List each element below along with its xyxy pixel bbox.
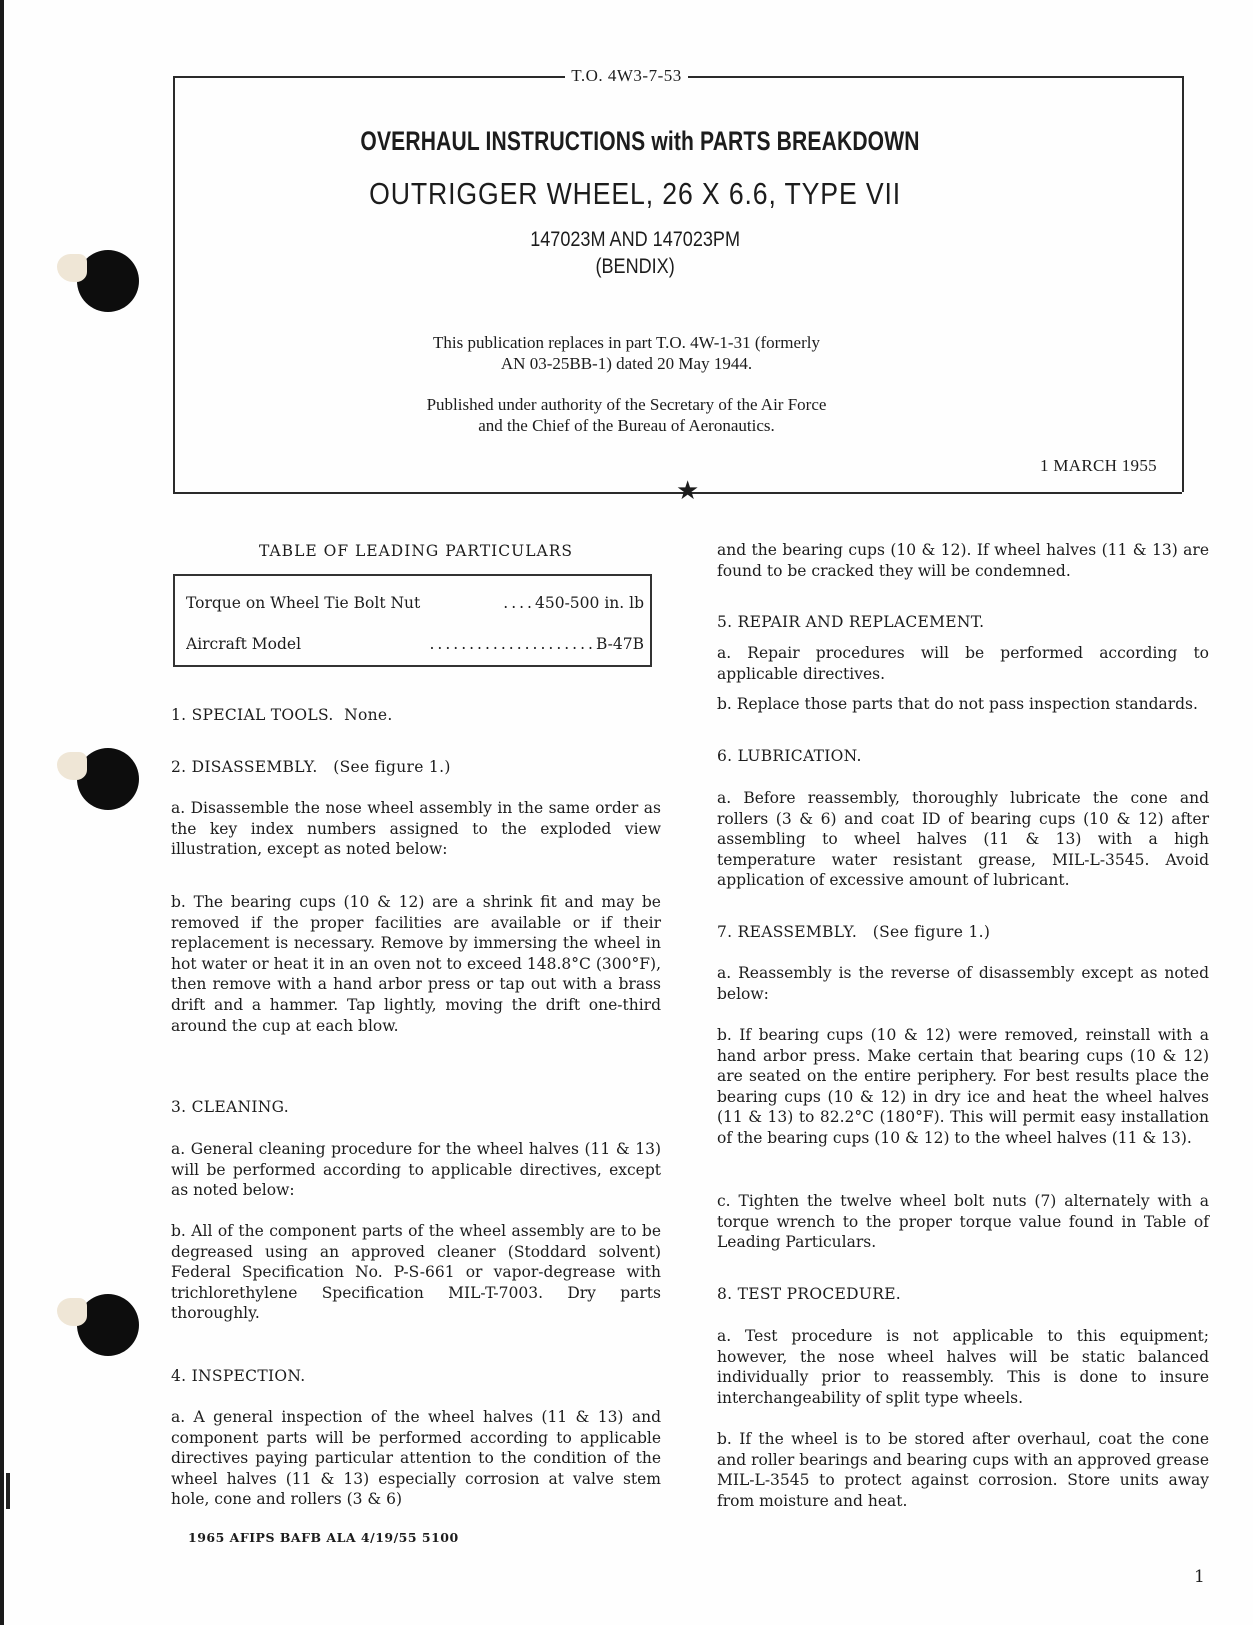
print-code: 1965 AFIPS BAFB ALA 4/19/55 5100	[188, 1530, 459, 1545]
figure-reference: (See figure 1.)	[333, 758, 451, 776]
section-5-heading: 5. REPAIR AND REPLACEMENT.	[717, 613, 985, 631]
page-number: 1	[1194, 1567, 1205, 1587]
equipment-title: OUTRIGGER WHEEL, 26 X 6.6, TYPE VII	[369, 176, 902, 211]
section-6-heading: 6. LUBRICATION.	[717, 747, 862, 765]
table-row	[186, 634, 644, 655]
leading-particulars-table	[173, 574, 652, 667]
leader-dots: ....	[503, 594, 535, 612]
publication-date: 1 MARCH 1955	[1040, 456, 1157, 475]
paragraph-7b: b. If bearing cups (10 & 12) were removed, reinstall with a hand arbor press. Make certain that bearing cups (10 & 12) are seated on the entire periphery. For best results place the bearing cups (10 & 12) in dry ice and heat the wheel halves (11 & 13) to 82.2°C (180°F). This will permit easy installation of the bearing cups (10 & 12) to the wheel halves (11 & 13).	[717, 1026, 1209, 1147]
section-heading-note: None.	[344, 706, 393, 724]
technical-order-number: T.O. 4W3-7-53	[0, 66, 1253, 86]
section-1-heading	[171, 705, 661, 726]
supersession-note-line: This publication replaces in part T.O. 4W-1-31 (formerly	[433, 333, 820, 352]
section-heading-text: 7. REASSEMBLY.	[717, 923, 858, 941]
part-numbers: 147023M AND 147023PM	[530, 228, 741, 251]
section-2-heading	[171, 757, 661, 778]
particular-label: Aircraft Model	[186, 635, 302, 653]
manufacturer: (BENDIX)	[595, 255, 675, 278]
paragraph-4a-continued: and the bearing cups (10 & 12). If wheel halves (11 & 13) are found to be cracked they will be condemned.	[717, 541, 1209, 580]
particular-value: B-47B	[595, 635, 644, 653]
supersession-note	[0, 332, 1253, 374]
particular-value: 450-500 in. lb	[534, 594, 644, 612]
section-4-heading: 4. INSPECTION.	[171, 1367, 306, 1385]
paragraph-4a: a. A general inspection of the wheel halves (11 & 13) and component parts will be performed according to applicable directives paying particular attention to the condition of the wheel halves (11 & 13) especially corrosion at valve stem hole, cone and rollers (3 & 6)	[171, 1408, 661, 1509]
section-7-heading	[717, 922, 1209, 943]
paragraph-8b: b. If the wheel is to be stored after overhaul, coat the cone and roller bearings and bearing cups with an approved grease MIL-L-3545 to protect against corrosion. Store units away from moisture and heat.	[717, 1430, 1209, 1510]
section-heading-text: 2. DISASSEMBLY.	[171, 758, 318, 776]
paragraph-5a: a. Repair procedures will be performed according to applicable directives.	[717, 644, 1209, 683]
figure-reference: (See figure 1.)	[872, 923, 991, 941]
authority-note-line: Published under authority of the Secretary of the Air Force	[426, 395, 827, 414]
section-8-heading: 8. TEST PROCEDURE.	[717, 1285, 902, 1303]
paragraph-2a: a. Disassemble the nose wheel assembly in the same order as the key index numbers assigned to the exploded view illustration, except as noted below:	[171, 799, 661, 859]
paragraph-3b: b. All of the component parts of the wheel assembly are to be degreased using an approved cleaner (Stoddard solvent) Federal Specification No. P-S-661 or vapor-degrease with trichlorethylene Specification MIL-T-7003. Dry parts thoroughly.	[171, 1222, 661, 1323]
paragraph-7c: c. Tighten the twelve wheel bolt nuts (7) alternately with a torque wrench to the proper torque value found in Table of Leading Particulars.	[717, 1192, 1209, 1252]
paragraph-6a: a. Before reassembly, thoroughly lubricate the cone and rollers (3 & 6) and coat ID of bearing cups (10 & 12) after assembling to wheel halves (11 & 13) with a high temperature water resistant grease, MIL-L-3545. Avoid application of excessive amount of lubricant.	[717, 789, 1209, 890]
particular-label: Torque on Wheel Tie Bolt Nut	[186, 594, 421, 612]
leader-dots: .....................	[429, 635, 596, 653]
authority-note-line: and the Chief of the Bureau of Aeronautics.	[478, 416, 775, 435]
scan-edge-mark	[6, 1473, 10, 1509]
document-title: OVERHAUL INSTRUCTIONS with PARTS BREAKDOWN	[360, 126, 920, 156]
binder-hole-bottom	[77, 1294, 139, 1356]
leading-particulars-title: TABLE OF LEADING PARTICULARS	[259, 542, 573, 560]
section-heading-text: 1. SPECIAL TOOLS.	[171, 706, 334, 724]
table-row	[186, 593, 644, 614]
binder-hole-middle	[77, 748, 139, 810]
paragraph-5b: b. Replace those parts that do not pass inspection standards.	[717, 695, 1198, 713]
paragraph-7a: a. Reassembly is the reverse of disassembly except as noted below:	[717, 964, 1209, 1003]
paragraph-2b: b. The bearing cups (10 & 12) are a shrink fit and may be removed if the proper facilities are available or if their replacement is necessary. Remove by immersing the wheel in hot water or heat it in an oven not to exceed 148.8°C (300°F), then remove with a hand arbor press or tap out with a brass drift and a hammer. Tap lightly, moving the drift one-third around the cup at each blow.	[171, 893, 661, 1035]
supersession-note-line: AN 03-25BB-1) dated 20 May 1944.	[500, 354, 753, 373]
star-icon: ★	[676, 476, 700, 506]
scan-page-edge	[0, 0, 4, 1625]
paragraph-8a: a. Test procedure is not applicable to this equipment; however, the nose wheel halves will be static balanced individually prior to reassembly. This is done to insure interchangeability of split type wheels.	[717, 1327, 1209, 1407]
section-3-heading: 3. CLEANING.	[171, 1098, 289, 1116]
authority-note	[0, 394, 1253, 436]
paragraph-3a: a. General cleaning procedure for the wheel halves (11 & 13) will be performed according to applicable directives, except as noted below:	[171, 1140, 661, 1200]
